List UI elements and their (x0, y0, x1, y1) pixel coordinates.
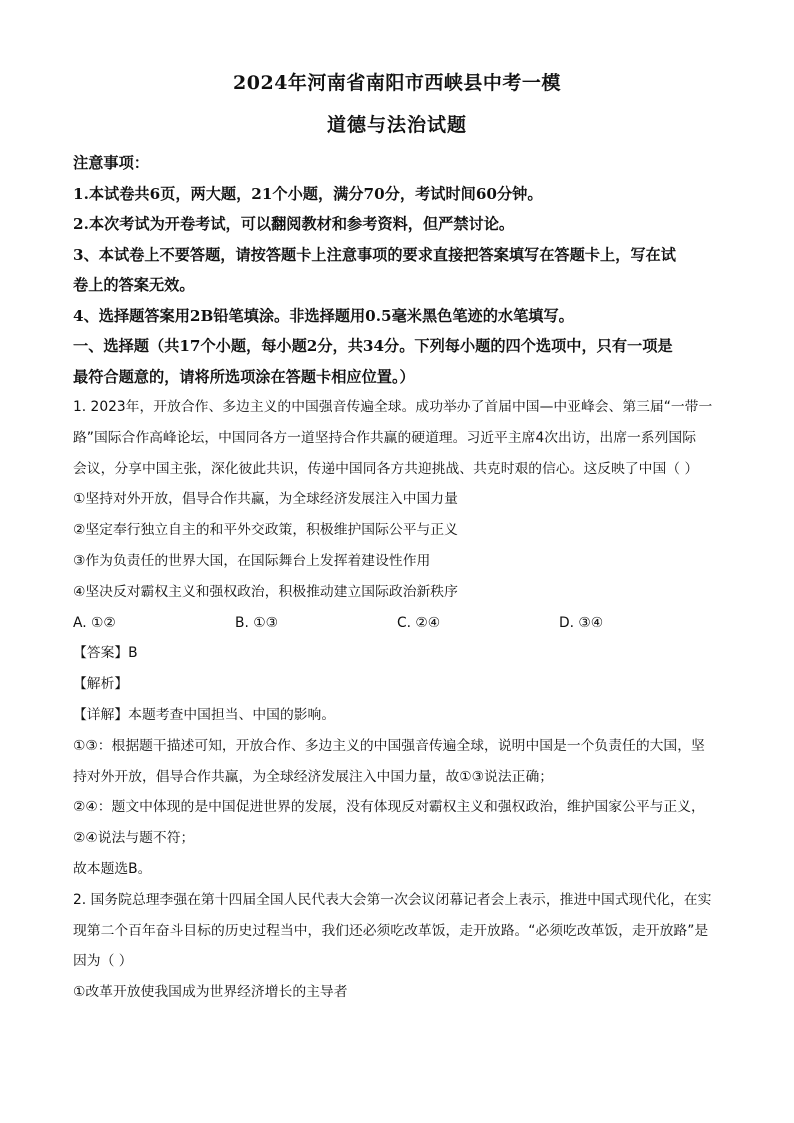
notice-item: 卷上的答案无效。 (73, 276, 195, 294)
exam-subtitle: 道德与法治试题 (326, 114, 467, 136)
option-b: B. ①③ (235, 614, 278, 631)
answer-options (73, 608, 724, 639)
detail-line: ①③：根据题干描述可知，开放合作、多边主义的中国强音传遍全球，说明中国是一个负责任的大国，坚 (73, 737, 705, 754)
document-body (73, 148, 724, 1008)
notice-item: 3、本试卷上不要答题，请按答题卡上注意事项的要求直接把答案填写在答题卡上，写在试 (73, 245, 676, 264)
notice-item: 4、选择题答案用2B铅笔填涂。非选择题用0.5毫米黑色笔迹的水笔填写。 (73, 306, 574, 325)
question-stem-line: 会议，分享中国主张，深化彼此共识，传递中国同各方共迎挑战、共克时艰的信心。这反映了中国（ ） (73, 460, 699, 477)
notice-heading: 注意事项： (73, 154, 149, 172)
question-stem-line: 路”国际合作高峰论坛，中国同各方一道坚持合作共赢的硬道理。习近平主席4次出访，出席一系列国际 (73, 429, 696, 446)
analysis-label: 【解析】 (73, 676, 129, 693)
section-heading-line: 最符合题意的，请将所选项涂在答题卡相应位置。） (73, 367, 415, 386)
detail-line: 持对外开放，倡导合作共赢，为全球经济发展注入中国力量，故①③说法正确； (73, 768, 554, 785)
statement: ③作为负责任的世界大国，在国际舞台上发挥着建设性作用 (73, 552, 431, 569)
question-stem-line: 现第二个百年奋斗目标的历史过程当中，我们还必须吃改革饭，走开放路。“必须吃改革饭，走开放路”是 (73, 922, 709, 939)
option-a: A. ①② (73, 614, 116, 631)
notice-item: 2.本次考试为开卷考试，可以翻阅教材和参考资料，但严禁讨论。 (73, 215, 515, 233)
notice-section (73, 148, 724, 331)
exam-title: 2024年河南省南阳市西峡县中考一模 (233, 72, 561, 94)
statement: ①改革开放使我国成为世界经济增长的主导者 (73, 984, 348, 1001)
answer-label: 【答案】B (73, 645, 138, 662)
section-heading-line: 一、选择题（共17个小题，每小题2分，共34分。下列每小题的四个选项中，只有一项是 (73, 337, 673, 355)
detail-line: ②④：题文中体现的是中国促进世界的发展，没有体现反对霸权主义和强权政治，维护国家公平与正义， (73, 799, 705, 816)
statement: ①坚持对外开放，倡导合作共赢，为全球经济发展注入中国力量 (73, 491, 458, 508)
notice-item: 1.本试卷共6页，两大题，21个小题，满分70分，考试时间60分钟。 (73, 184, 543, 203)
detail-line: ②④说法与题不符； (73, 830, 195, 847)
question-2 (73, 885, 724, 1008)
question-1 (73, 392, 724, 885)
option-c: C. ②④ (397, 614, 441, 631)
section-heading (73, 331, 724, 392)
detail-line: 故本题选B。 (73, 860, 152, 877)
statement: ②坚定奉行独立自主的和平外交政策，积极维护国际公平与正义 (73, 522, 458, 539)
option-d: D. ③④ (559, 614, 604, 631)
question-stem-line: 因为（ ） (73, 953, 133, 970)
question-stem-line: 1. 2023年，开放合作、多边主义的中国强音传遍全球。成功举办了首届中国—中亚峰会、第三届“一带一 (73, 399, 713, 415)
detail-line: 【详解】本题考查中国担当、中国的影响。 (73, 706, 336, 723)
statement: ④坚决反对霸权主义和强权政治，积极推动建立国际政治新秩序 (73, 583, 458, 600)
question-stem-line: 2. 国务院总理李强在第十四届全国人民代表大会第一次会议闭幕记者会上表示，推进中国式现代化，在实 (73, 891, 712, 908)
